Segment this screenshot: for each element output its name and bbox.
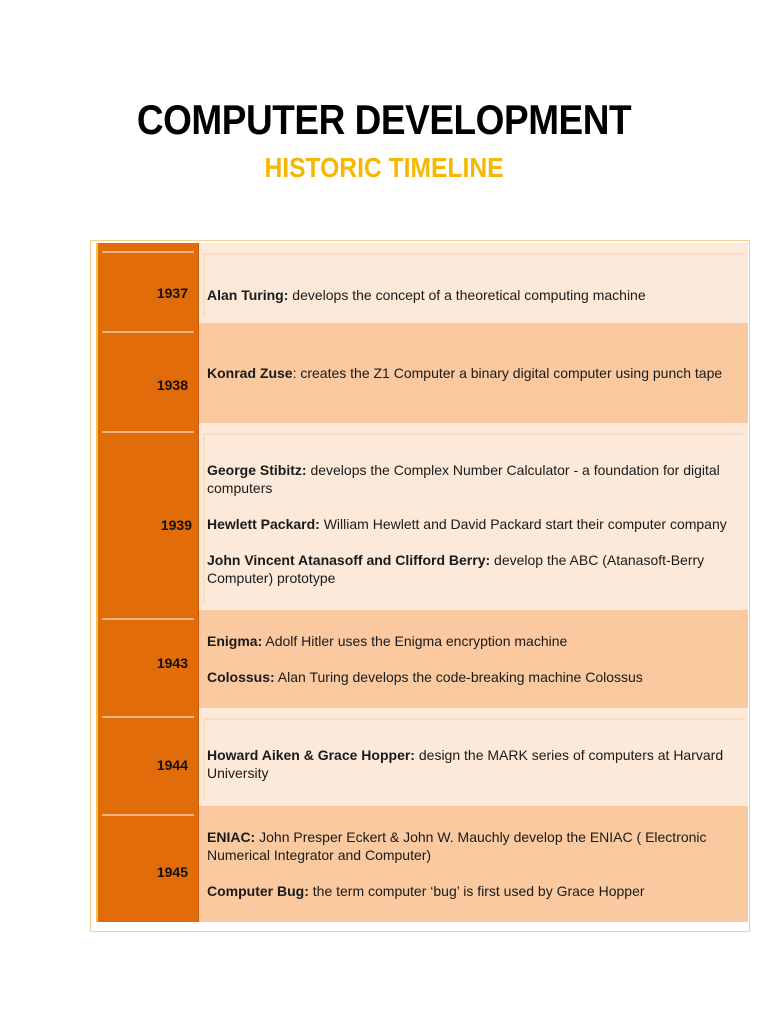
entry-name: Computer Bug: [207,883,309,899]
timeline-entry [207,632,738,650]
year-label: 1943 [156,655,188,671]
entry-text: develop the ABC (Atanasoft-Berry Computer) prototype [207,551,705,586]
timeline-row [96,243,748,323]
timeline-entry [207,882,738,900]
entry-name: Konrad Zuse [207,365,293,381]
entry-name: ENIAC: [207,829,256,845]
entry-text: design the MARK series of computers at Harvard University [207,747,724,781]
entry-name: John Vincent Atanasoff and Clifford Berry: [207,551,491,568]
entry-name: Alan Turing: [207,287,289,303]
description-cell [199,610,748,708]
entry-name: Howard Aiken & Grace Hopper: [207,747,415,763]
entry-text: develops the Complex Number Calculator - a foundation for digital computers [207,461,720,496]
description-cell [199,708,748,806]
entry-name: Colossus: [207,669,275,685]
page-subtitle: HISTORIC TIMELINE [264,152,504,183]
year-label: 1945 [156,864,188,880]
timeline-entry [207,286,738,304]
entry-name: Enigma: [207,633,263,649]
entry-text: the term computer ‘bug’ is first used by Grace Hopper [308,883,645,899]
timeline-row [96,708,748,806]
year-cell [96,423,199,610]
description-cell [199,243,748,323]
timeline-entry [207,746,738,782]
page-title: COMPUTER DEVELOPMENT [136,96,632,143]
year-cell [96,806,199,922]
year-cell [96,708,199,806]
timeline-entry [207,515,738,533]
timeline-entry [207,461,738,497]
timeline-row [96,610,748,708]
timeline-entry [207,828,738,864]
year-cell [96,323,199,423]
timeline-entry [207,551,738,587]
timeline-table [96,243,748,922]
entry-text: William Hewlett and David Packard start their computer company [319,515,727,532]
year-label: 1944 [156,757,188,773]
description-cell [199,323,748,423]
entry-text: Alan Turing develops the code-breaking machine Colossus [274,669,643,685]
year-label: 1937 [156,285,188,301]
timeline-entry [207,364,738,382]
entry-name: Hewlett Packard: [207,515,320,532]
entry-text: John Presper Eckert & John W. Mauchly develop the ENIAC ( Electronic Numerical Integrator and Computer) [207,829,707,863]
description-cell [199,423,748,610]
timeline-row [96,323,748,423]
year-cell [96,243,199,323]
year-label: 1938 [156,377,188,393]
year-cell [96,610,199,708]
entry-name: George Stibitz: [207,461,307,478]
description-cell [199,806,748,922]
timeline-entry [207,668,738,686]
entry-text: Adolf Hitler uses the Enigma encryption machine [262,633,568,649]
year-label: 1939 [160,516,192,533]
timeline-row [96,423,748,610]
entry-text: develops the concept of a theoretical computing machine [288,287,646,303]
entry-text: : creates the Z1 Computer a binary digital computer using punch tape [292,365,723,381]
timeline-row [96,806,748,922]
